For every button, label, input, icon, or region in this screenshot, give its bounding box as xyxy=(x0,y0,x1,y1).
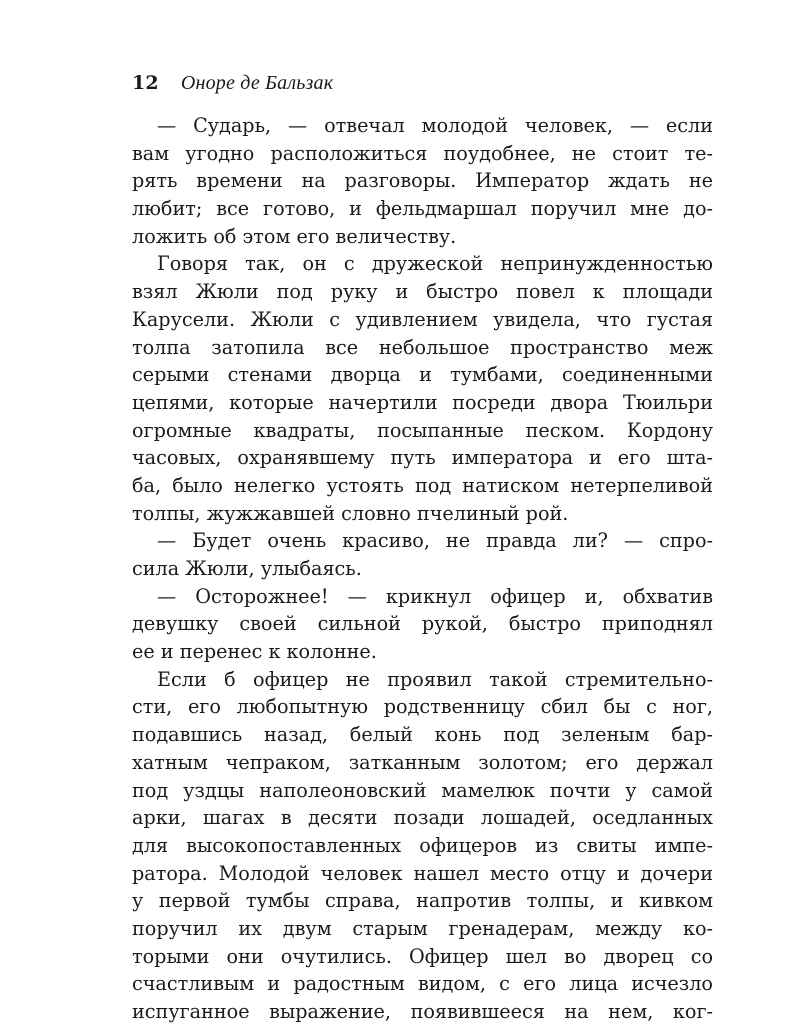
text-line: для высокопоставленных офицеров из свиты импе- xyxy=(132,833,713,857)
body-text xyxy=(132,112,713,1026)
author-name: Оноре де Бальзак xyxy=(180,72,334,94)
text-line: сила Жюли, улыбаясь. xyxy=(132,557,362,580)
text-line: ее и перенес к колонне. xyxy=(132,640,377,664)
text-line: часовых, охранявшему путь императора и его шта- xyxy=(132,446,713,470)
text-line: арки, шагах в десяти позади лошадей, оседланных xyxy=(132,806,713,830)
text-line: Карусели. Жюли с удивлением увидела, что густая xyxy=(132,307,713,331)
text-line: любит; все готово, и фельдмаршал поручил мне до- xyxy=(132,197,713,221)
running-header xyxy=(132,72,713,112)
text-line: Если б офицер не проявил такой стремительно- xyxy=(157,667,713,691)
book-page xyxy=(132,72,713,1026)
text-line: под уздцы наполеоновский мамелюк почти у самой xyxy=(132,778,713,802)
text-line: — Сударь, — отвечал молодой человек, — если xyxy=(157,114,713,137)
text-line: рять времени на разговоры. Император ждать не xyxy=(132,169,713,193)
text-line: толпа затопила все небольшое пространство меж xyxy=(132,335,713,359)
text-line: подавшись назад, белый конь под зеленым бар- xyxy=(132,723,713,747)
text-line: серыми стенами дворца и тумбами, соединенными xyxy=(132,363,713,387)
text-line: сти, его любопытную родственницу сбил бы с ног, xyxy=(132,695,713,719)
text-line: вам угодно расположиться поудобнее, не стоит те- xyxy=(132,141,713,165)
text-line: взял Жюли под руку и быстро повел к площади xyxy=(132,280,713,304)
text-line: торыми они очутились. Офицер шел во дворец со xyxy=(132,944,713,968)
text-line: девушку своей сильной рукой, быстро приподнял xyxy=(132,612,713,636)
text-line: ратора. Молодой человек нашел место отцу и дочери xyxy=(132,861,713,885)
text-line: испуганное выражение, появившееся на нем, ког- xyxy=(132,1000,713,1023)
text-line: огромные квадраты, посыпанные песком. Кордону xyxy=(132,418,713,442)
text-line: Говоря так, он с дружеской непринужденностью xyxy=(157,252,713,276)
text-line: счастливым и радостным видом, с его лица исчезло xyxy=(132,972,713,996)
text-line: цепями, которые начертили посреди двора Тюильри xyxy=(132,390,713,414)
text-line: толпы, жужжавшей словно пчелиный рой. xyxy=(132,501,569,525)
text-line: ложить об этом его величеству. xyxy=(132,224,457,248)
text-line: хатным чепраком, затканным золотом; его держал xyxy=(132,750,713,774)
text-line: — Будет очень красиво, не правда ли? — спро- xyxy=(157,529,713,553)
text-line: у первой тумбы справа, напротив толпы, и кивком xyxy=(132,889,713,913)
page-number: 12 xyxy=(132,72,159,94)
text-line: поручил их двум старым гренадерам, между ко- xyxy=(132,916,713,940)
text-line: — Осторожнее! — крикнул офицер и, обхватив xyxy=(157,584,713,608)
text-line: ба, было нелегко устоять под натиском нетерпеливой xyxy=(132,473,713,497)
